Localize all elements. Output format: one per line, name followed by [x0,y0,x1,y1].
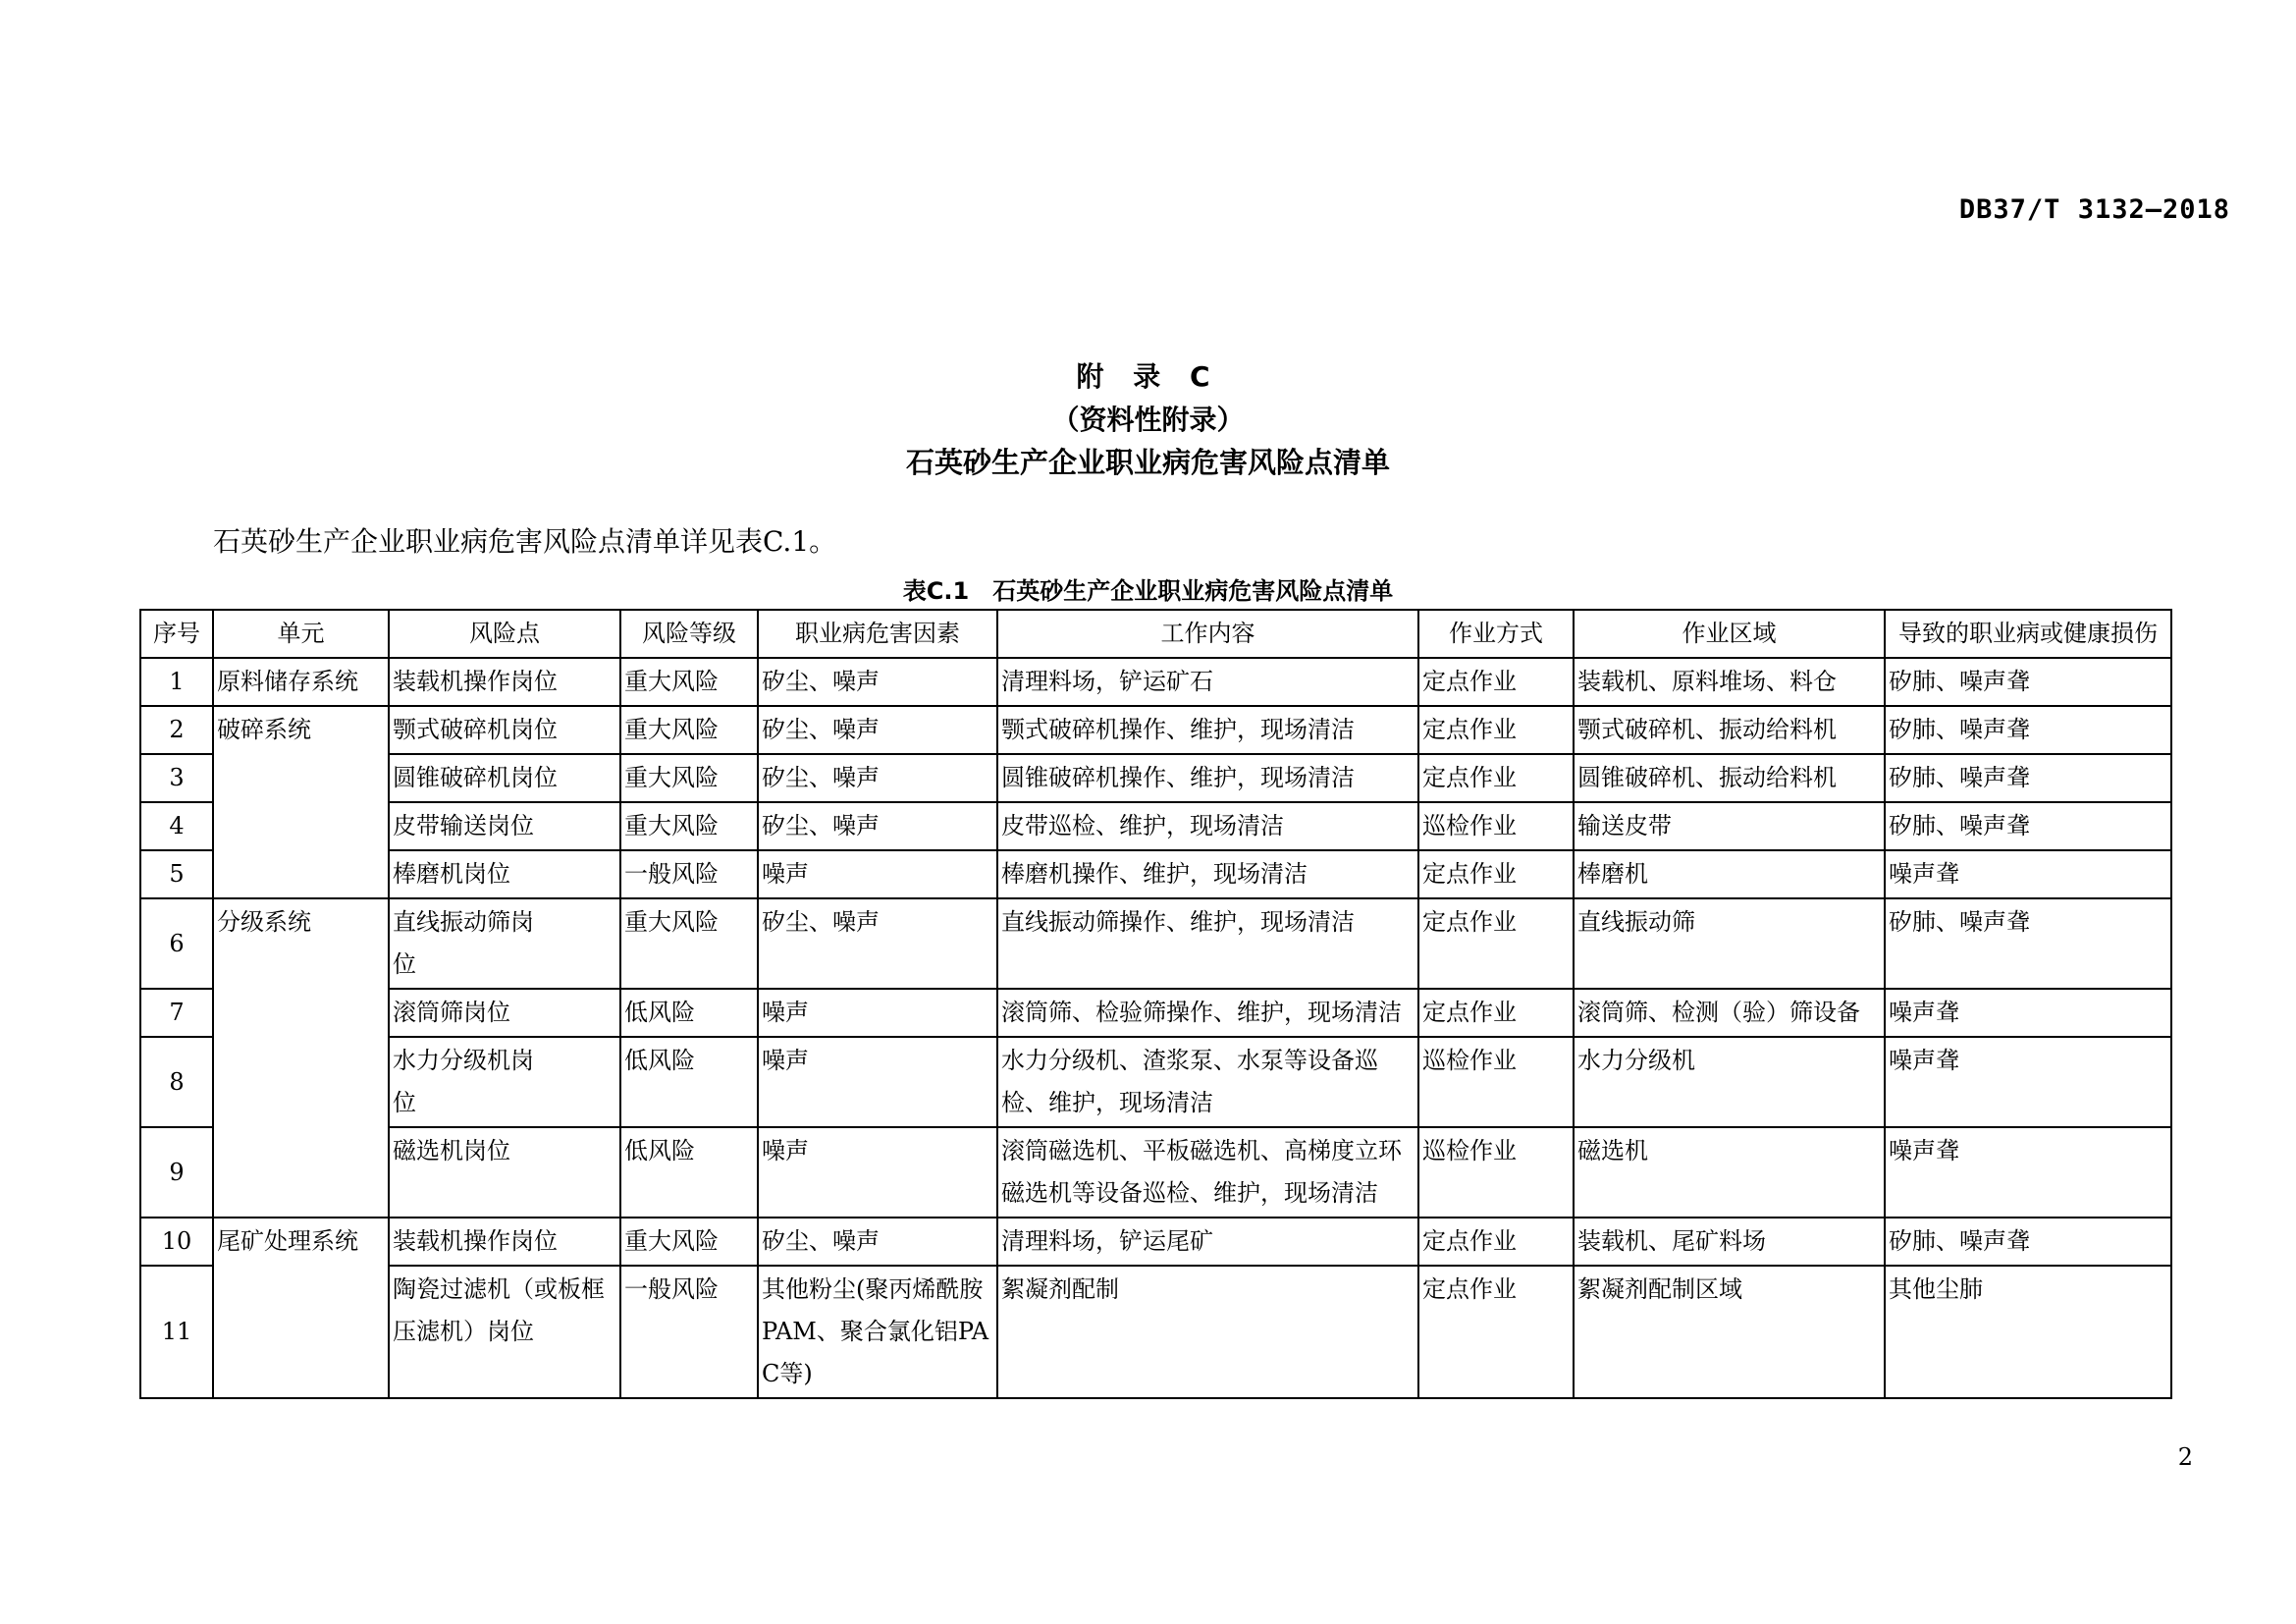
hazard-factor-cell: 矽尘、噪声 [758,898,997,989]
work-mode-cell: 定点作业 [1418,1218,1574,1266]
hazard-factor-cell: 矽尘、噪声 [758,1218,997,1266]
work-area-cell: 输送皮带 [1574,802,1885,850]
header-cell: 作业方式 [1418,610,1574,658]
header-cell: 作业区域 [1574,610,1885,658]
health-harm-cell: 噪声聋 [1885,1127,2171,1218]
hazard-factor-cell: 矽尘、噪声 [758,706,997,754]
work-mode-cell: 定点作业 [1418,658,1574,706]
health-harm-cell: 矽肺、噪声聋 [1885,802,2171,850]
table-row [140,802,2171,850]
work-mode-cell: 定点作业 [1418,989,1574,1037]
risk-level-cell: 一般风险 [620,850,758,898]
header-cell: 序号 [140,610,213,658]
table-row [140,1218,2171,1266]
health-harm-cell: 噪声聋 [1885,989,2171,1037]
health-harm-cell: 噪声聋 [1885,1037,2171,1127]
hazard-factor-cell: 噪声 [758,989,997,1037]
health-harm-cell: 其他尘肺 [1885,1266,2171,1398]
work-area-cell: 絮凝剂配制区域 [1574,1266,1885,1398]
work-area-cell: 棒磨机 [1574,850,1885,898]
header-cell: 单元 [213,610,389,658]
table-row [140,1037,2171,1127]
row-number: 10 [140,1218,213,1266]
work-area-cell: 颚式破碎机、振动给料机 [1574,706,1885,754]
header-cell: 职业病危害因素 [758,610,997,658]
hazard-factor-cell: 噪声 [758,1037,997,1127]
work-area-cell: 装载机、尾矿料场 [1574,1218,1885,1266]
work-mode-cell: 定点作业 [1418,754,1574,802]
table-row [140,754,2171,802]
work-content-cell: 絮凝剂配制 [997,1266,1418,1398]
risk-point-cell: 直线振动筛岗位 [389,898,620,989]
risk-point-cell: 颚式破碎机岗位 [389,706,620,754]
appendix-label: 附 录 C [1076,360,1220,393]
hazard-factor-cell: 矽尘、噪声 [758,802,997,850]
work-area-cell: 水力分级机 [1574,1037,1885,1127]
hazard-factor-cell: 噪声 [758,1127,997,1218]
risk-level-cell: 低风险 [620,989,758,1037]
work-mode-cell: 定点作业 [1418,850,1574,898]
work-content-cell: 直线振动筛操作、维护，现场清洁 [997,898,1418,989]
risk-point-table [139,609,2172,1399]
table-row [140,1127,2171,1218]
unit-cell: 分级系统 [213,898,389,1218]
risk-level-cell: 重大风险 [620,706,758,754]
risk-level-cell: 重大风险 [620,754,758,802]
table-row [140,898,2171,989]
table-row [140,989,2171,1037]
table-caption: 表C.1 石英砂生产企业职业病危害风险点清单 [902,577,1394,605]
header-cell: 工作内容 [997,610,1418,658]
work-mode-cell: 定点作业 [1418,898,1574,989]
header-cell: 导致的职业病或健康损伤 [1885,610,2171,658]
work-mode-cell: 巡检作业 [1418,802,1574,850]
row-number: 2 [140,706,213,754]
work-area-cell: 圆锥破碎机、振动给料机 [1574,754,1885,802]
health-harm-cell: 噪声聋 [1885,850,2171,898]
unit-cell: 尾矿处理系统 [213,1218,389,1398]
risk-point-cell: 磁选机岗位 [389,1127,620,1218]
work-mode-cell: 定点作业 [1418,706,1574,754]
row-number: 3 [140,754,213,802]
work-content-cell: 圆锥破碎机操作、维护，现场清洁 [997,754,1418,802]
risk-level-cell: 重大风险 [620,658,758,706]
hazard-factor-cell: 其他粉尘(聚丙烯酰胺PAM、聚合氯化铝PAC等) [758,1266,997,1398]
table-row [140,706,2171,754]
health-harm-cell: 矽肺、噪声聋 [1885,706,2171,754]
row-number: 11 [140,1266,213,1398]
health-harm-cell: 矽肺、噪声聋 [1885,898,2171,989]
risk-point-cell: 装载机操作岗位 [389,658,620,706]
work-content-cell: 颚式破碎机操作、维护，现场清洁 [997,706,1418,754]
work-content-cell: 滚筒筛、检验筛操作、维护，现场清洁 [997,989,1418,1037]
work-mode-cell: 定点作业 [1418,1266,1574,1398]
table-row [140,850,2171,898]
work-area-cell: 直线振动筛 [1574,898,1885,989]
work-area-cell: 装载机、原料堆场、料仓 [1574,658,1885,706]
work-mode-cell: 巡检作业 [1418,1037,1574,1127]
row-number: 1 [140,658,213,706]
header-cell: 风险点 [389,610,620,658]
hazard-factor-cell: 矽尘、噪声 [758,754,997,802]
health-harm-cell: 矽肺、噪声聋 [1885,1218,2171,1266]
health-harm-cell: 矽肺、噪声聋 [1885,658,2171,706]
work-area-cell: 滚筒筛、检测（验）筛设备 [1574,989,1885,1037]
work-content-cell: 水力分级机、渣浆泵、水泵等设备巡检、维护，现场清洁 [997,1037,1418,1127]
risk-level-cell: 重大风险 [620,802,758,850]
row-number: 6 [140,898,213,989]
row-number: 8 [140,1037,213,1127]
work-content-cell: 皮带巡检、维护，现场清洁 [997,802,1418,850]
risk-level-cell: 低风险 [620,1037,758,1127]
row-number: 5 [140,850,213,898]
unit-cell: 破碎系统 [213,706,389,898]
risk-level-cell: 低风险 [620,1127,758,1218]
risk-level-cell: 重大风险 [620,1218,758,1266]
risk-point-cell: 滚筒筛岗位 [389,989,620,1037]
risk-level-cell: 重大风险 [620,898,758,989]
risk-point-cell: 装载机操作岗位 [389,1218,620,1266]
table-row [140,658,2171,706]
page-number: 2 [2177,1443,2193,1471]
header-cell: 风险等级 [620,610,758,658]
work-content-cell: 滚筒磁选机、平板磁选机、高梯度立环磁选机等设备巡检、维护，现场清洁 [997,1127,1418,1218]
risk-point-cell: 圆锥破碎机岗位 [389,754,620,802]
hazard-factor-cell: 矽尘、噪声 [758,658,997,706]
appendix-title: 石英砂生产企业职业病危害风险点清单 [905,446,1390,479]
appendix-type: （资料性附录） [1051,404,1245,436]
risk-point-cell: 陶瓷过滤机（或板框压滤机）岗位 [389,1266,620,1398]
risk-point-cell: 水力分级机岗位 [389,1037,620,1127]
risk-point-cell: 皮带输送岗位 [389,802,620,850]
work-content-cell: 棒磨机操作、维护，现场清洁 [997,850,1418,898]
work-content-cell: 清理料场，铲运尾矿 [997,1218,1418,1266]
table-row [140,1266,2171,1398]
document-code: DB37/T 3132—2018 [1958,194,2230,225]
hazard-factor-cell: 噪声 [758,850,997,898]
row-number: 7 [140,989,213,1037]
health-harm-cell: 矽肺、噪声聋 [1885,754,2171,802]
row-number: 9 [140,1127,213,1218]
risk-level-cell: 一般风险 [620,1266,758,1398]
table-header-row [140,610,2171,658]
unit-cell: 原料储存系统 [213,658,389,706]
intro-paragraph: 石英砂生产企业职业病危害风险点清单详见表C.1。 [213,525,837,558]
work-content-cell: 清理料场，铲运矿石 [997,658,1418,706]
row-number: 4 [140,802,213,850]
work-area-cell: 磁选机 [1574,1127,1885,1218]
work-mode-cell: 巡检作业 [1418,1127,1574,1218]
risk-point-cell: 棒磨机岗位 [389,850,620,898]
